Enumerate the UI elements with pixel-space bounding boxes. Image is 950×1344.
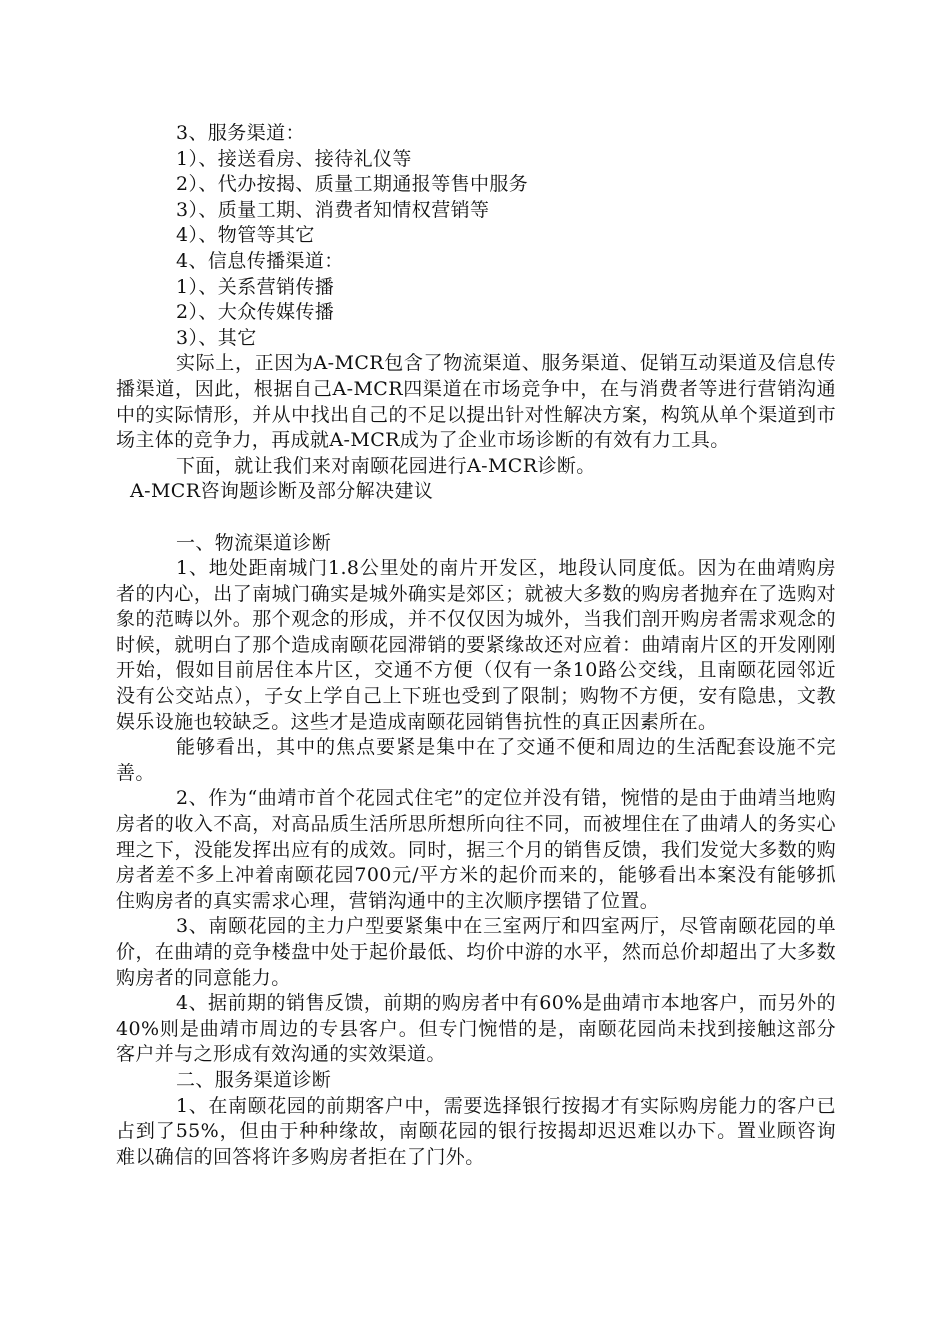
paragraph-logistics-1: 1、地处距南城门1.8公里处的南片开发区，地段认同度低。因为在曲靖购房者的内心，出了南城门确实是城外确实是郊区；就被大多数的购房者抛弃在了选购对象的范畴以外。那个观念的形成，并不仅仅因为城外，当我们剖开购房者需求观念的时候，就明白了那个造成南颐花园滞销的要紧缘故还对应着：曲靖南片区的开发刚刚开始，假如目前居住本片区，交通不方便（仅有一条10路公交线，且南颐花园邻近没有公交站点），子女上学自己上下班也受到了限制；购物不方便，安有隐患，文教娱乐设施也较缺乏。这些才是造成南颐花园销售抗性的真正因素所在。 bbox=[116, 557, 836, 733]
paragraph-logistics-4: 4、据前期的销售反馈，前期的购房者中有60%是曲靖市本地客户，而另外的40%则是曲靖市周边的专县客户。但专门惋惜的是，南颐花园尚未找到接触这部分客户并与之形成有效沟通的实效渠道。 bbox=[116, 992, 836, 1066]
section-subtitle: A-MCR咨询题诊断及部分解决建议 bbox=[130, 480, 434, 503]
paragraph-logistics-2: 2、作为“曲靖市首个花园式住宅”的定位并没有错，惋惜的是由于曲靖当地购房者的收入不高，对高品质生活所思所想所向往不同，而被埋住在了曲靖人的务实心理之下，没能发挥出应有的成效。同时，据三个月的销售反馈，我们发觉大多数的购房者差不多上冲着南颐花园700元/平方米的起价而来的，能够看出本案没有能够抓住购房者的真实需求心理，营销沟通中的主次顺序摆错了位置。 bbox=[116, 787, 836, 912]
list-item: 2）、代办按揭、质量工期通报等售中服务 bbox=[176, 173, 529, 196]
paragraph-logistics-1b: 能够看出，其中的焦点要紧是集中在了交通不便和周边的生活配套设施不完善。 bbox=[116, 736, 836, 784]
paragraph-service-1: 1、在南颐花园的前期客户中，需要选择银行按揭才有实际购房能力的客户已占到了55%，但由于种种缘故，南颐花园的银行按揭却迟迟难以办下。置业顾咨询难以确信的回答将许多购房者拒在了门外。 bbox=[116, 1094, 836, 1168]
list-item: 1）、关系营销传播 bbox=[176, 275, 335, 298]
list-item: 3）、质量工期、消费者知情权营销等 bbox=[176, 198, 490, 221]
blank-line bbox=[116, 505, 836, 531]
paragraph-summary: 实际上，正因为A-MCR包含了物流渠道、服务渠道、促销互动渠道及信息传播渠道，因此，根据自己A-MCR四渠道在市场竞争中，在与消费者等进行营销沟通中的实际情形，并从中找出自己的不足以提出针对性解决方案，构筑从单个渠道到市场主体的竞争力，再成就A-MCR成为了企业市场诊断的有效有力工具。 bbox=[116, 352, 836, 452]
list-heading-service-channel: 3、服务渠道： bbox=[176, 122, 305, 144]
section-heading-service: 二、服务渠道诊断 bbox=[176, 1068, 332, 1091]
list-heading-info-channel: 4、信息传播渠道： bbox=[176, 249, 344, 272]
list-item: 4）、物管等其它 bbox=[176, 224, 315, 247]
list-item: 2）、大众传媒传播 bbox=[176, 301, 335, 324]
section-heading-logistics: 一、物流渠道诊断 bbox=[176, 531, 332, 554]
list-item: 1）、接送看房、接待礼仪等 bbox=[176, 147, 412, 170]
document-body bbox=[116, 121, 836, 1170]
paragraph-logistics-3: 3、南颐花园的主力户型要紧集中在三室两厅和四室两厅，尽管南颐花园的单价，在曲靖的竞争楼盘中处于起价最低、均价中游的水平，然而总价却超出了大多数购房者的同意能力。 bbox=[116, 915, 836, 989]
paragraph-next: 下面，就让我们来对南颐花园进行A-MCR诊断。 bbox=[176, 454, 596, 477]
list-item: 3）、其它 bbox=[176, 326, 257, 349]
